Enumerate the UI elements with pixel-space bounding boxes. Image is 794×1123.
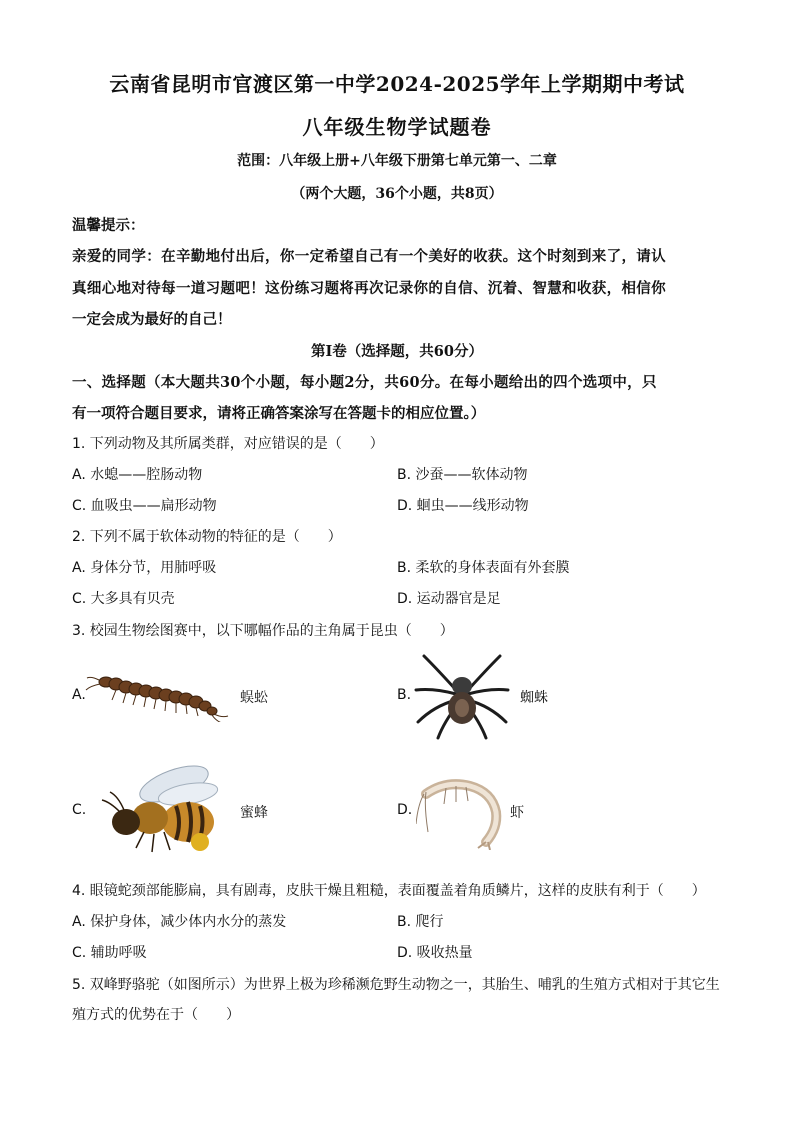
question-3-stem: 3. 校园生物绘图赛中，以下哪幅作品的主角属于昆虫（ ）: [72, 623, 454, 639]
question-4-stem: 4. 眼镜蛇颈部能膨扁，具有剧毒，皮肤干燥且粗糙，表面覆盖着角质鳞片，这样的皮肤有利于（ ）: [72, 883, 706, 899]
question-1-option-a: A. 水螅——腔肠动物: [72, 467, 203, 483]
question-1-option-c: C. 血吸虫——扁形动物: [72, 498, 217, 514]
tips-line-1: 亲爱的同学：在辛勤地付出后，你一定希望自己有一个美好的收获。这个时刻到来了，请认: [72, 248, 666, 265]
centipede-image: [84, 662, 244, 722]
tips-line-2: 真细心地对待每一道习题吧！这份练习题将再次记录你的自信、沉着、智慧和收获，相信你: [72, 280, 666, 297]
section-instruction-2: 有一项符合题目要求，请将正确答案涂写在答题卡的相应位置。）: [72, 405, 486, 422]
question-5-stem-1: 5. 双峰野骆驼（如图所示）为世界上极为珍稀濒危野生动物之一，其胎生、哺乳的生殖方式相对于其它生: [72, 977, 720, 993]
question-4-option-b: B. 爬行: [397, 914, 444, 930]
section-title: 第Ⅰ卷（选择题，共60分）: [311, 343, 483, 360]
question-4-option-d: D. 吸收热量: [397, 945, 473, 961]
question-3-option-d-letter: D.: [397, 802, 413, 818]
exam-scope: 范围：八年级上册+八年级下册第七单元第一、二章: [237, 153, 557, 169]
bee-image: [88, 760, 238, 860]
question-2-option-b: B. 柔软的身体表面有外套膜: [397, 560, 570, 576]
paper-title: 八年级生物学试题卷: [302, 115, 492, 139]
section-instruction-1: 一、选择题（本大题共30个小题，每小题2分，共60分。在每小题给出的四个选项中，只: [72, 374, 657, 391]
spider-image: [412, 650, 512, 742]
tips-line-3: 一定会成为最好的自己！: [72, 311, 232, 328]
question-4-option-a: A. 保护身体，减少体内水分的蒸发: [72, 914, 287, 930]
exam-info: （两个大题，36个小题，共8页）: [291, 186, 503, 202]
question-3-option-a-label: 蜈蚣: [240, 690, 268, 706]
question-2-option-d: D. 运动器官是足: [397, 591, 501, 607]
question-5-stem-2: 殖方式的优势在于（ ）: [72, 1007, 240, 1023]
question-2-option-a: A. 身体分节，用肺呼吸: [72, 560, 217, 576]
question-1-option-b: B. 沙蚕——软体动物: [397, 467, 528, 483]
question-2-stem: 2. 下列不属于软体动物的特征的是（ ）: [72, 529, 342, 545]
question-3-option-b-label: 蜘蛛: [520, 690, 548, 706]
question-3-option-c-label: 蜜蜂: [240, 805, 268, 821]
question-3-option-d-label: 虾: [510, 805, 524, 821]
question-1-option-d: D. 蛔虫——线形动物: [397, 498, 529, 514]
question-4-option-c: C. 辅助呼吸: [72, 945, 147, 961]
school-title: 云南省昆明市官渡区第一中学2024-2025学年上学期期中考试: [109, 72, 685, 96]
question-3-option-c-letter: C.: [72, 802, 87, 818]
question-3-option-b-letter: B.: [397, 687, 412, 703]
tips-heading: 温馨提示：: [72, 217, 145, 234]
question-1-stem: 1. 下列动物及其所属类群，对应错误的是（ ）: [72, 436, 384, 452]
shrimp-image: [416, 770, 506, 850]
question-3-option-a-letter: A.: [72, 687, 86, 703]
question-2-option-c: C. 大多具有贝壳: [72, 591, 175, 607]
